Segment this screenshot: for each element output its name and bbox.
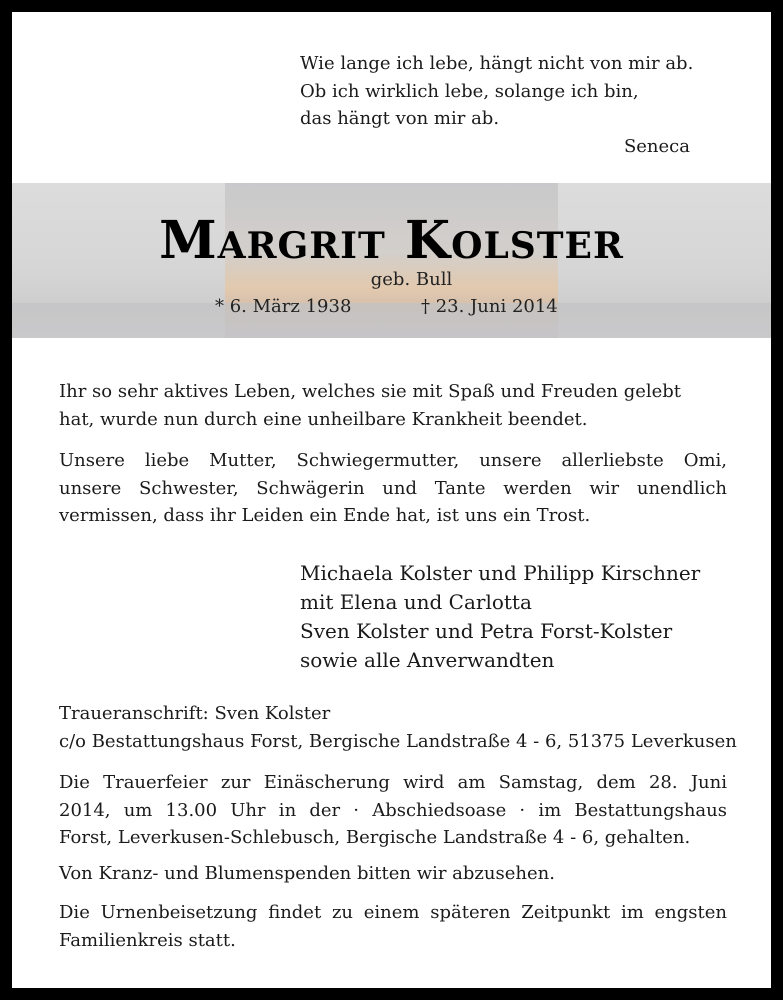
- text-line: hat, wurde nun durch eine unheilbare Krankheit beendet.: [59, 408, 588, 430]
- quote-author: Seneca: [623, 135, 690, 157]
- quote-line: Ob ich wirklich lebe, solange ich bin,: [300, 80, 639, 102]
- flowers-note: [59, 860, 727, 888]
- paragraph-family: [59, 447, 727, 530]
- deceased-name: Margrit Kolster: [159, 210, 624, 271]
- mourning-address: [59, 700, 737, 755]
- text-line: Traueranschrift: Sven Kolster: [59, 703, 331, 724]
- text-line: Die Trauerfeier zur Einäscherung wird am Samstag, dem 28. Juni: [59, 772, 727, 793]
- text-line: unsere Schwester, Schwägerin und Tante werden wir unendlich: [59, 477, 727, 499]
- text-line: c/o Bestattungshaus Forst, Bergische Landstraße 4 - 6, 51375 Leverkusen: [59, 730, 737, 752]
- epigraph-quote: [300, 50, 750, 160]
- paragraph-life: [59, 378, 727, 433]
- text-line: Ihr so sehr aktives Leben, welches sie mit Spaß und Freuden gelebt: [59, 381, 682, 402]
- maiden-name: geb. Bull: [370, 269, 453, 290]
- ceremony-info: [59, 769, 727, 852]
- death-date: † 23. Juni 2014: [421, 296, 558, 317]
- text-line: Unsere liebe Mutter, Schwiegermutter, unsere allerliebste Omi,: [59, 450, 727, 471]
- mourners-list: [300, 559, 700, 675]
- mourner-line: mit Elena und Carlotta: [300, 590, 532, 614]
- text-line: Familienkreis statt.: [59, 929, 236, 951]
- quote-line: Wie lange ich lebe, hängt nicht von mir ab.: [300, 53, 694, 74]
- quote-line: das hängt von mir ab.: [300, 108, 500, 129]
- text-line: Von Kranz- und Blumenspenden bitten wir abzusehen.: [59, 863, 555, 884]
- text-line: vermissen, dass ihr Leiden ein Ende hat, ist uns ein Trost.: [59, 505, 591, 526]
- text-line: Forst, Leverkusen-Schlebusch, Bergische Landstraße 4 - 6, gehalten.: [59, 827, 691, 848]
- text-line: Die Urnenbeisetzung findet zu einem späteren Zeitpunkt im engsten: [59, 902, 727, 923]
- mourner-line: Sven Kolster und Petra Forst-Kolster: [300, 619, 673, 643]
- mourner-line: sowie alle Anverwandten: [300, 648, 555, 672]
- text-line: 2014, um 13.00 Uhr in der · Abschiedsoase · im Bestattungshaus: [59, 799, 727, 821]
- birth-date: * 6. März 1938: [215, 296, 352, 317]
- urn-burial-note: [59, 899, 727, 954]
- sea-horizon: [12, 303, 771, 338]
- mourner-line: Michaela Kolster und Philipp Kirschner: [300, 561, 701, 585]
- sunset-banner-image: [12, 183, 771, 338]
